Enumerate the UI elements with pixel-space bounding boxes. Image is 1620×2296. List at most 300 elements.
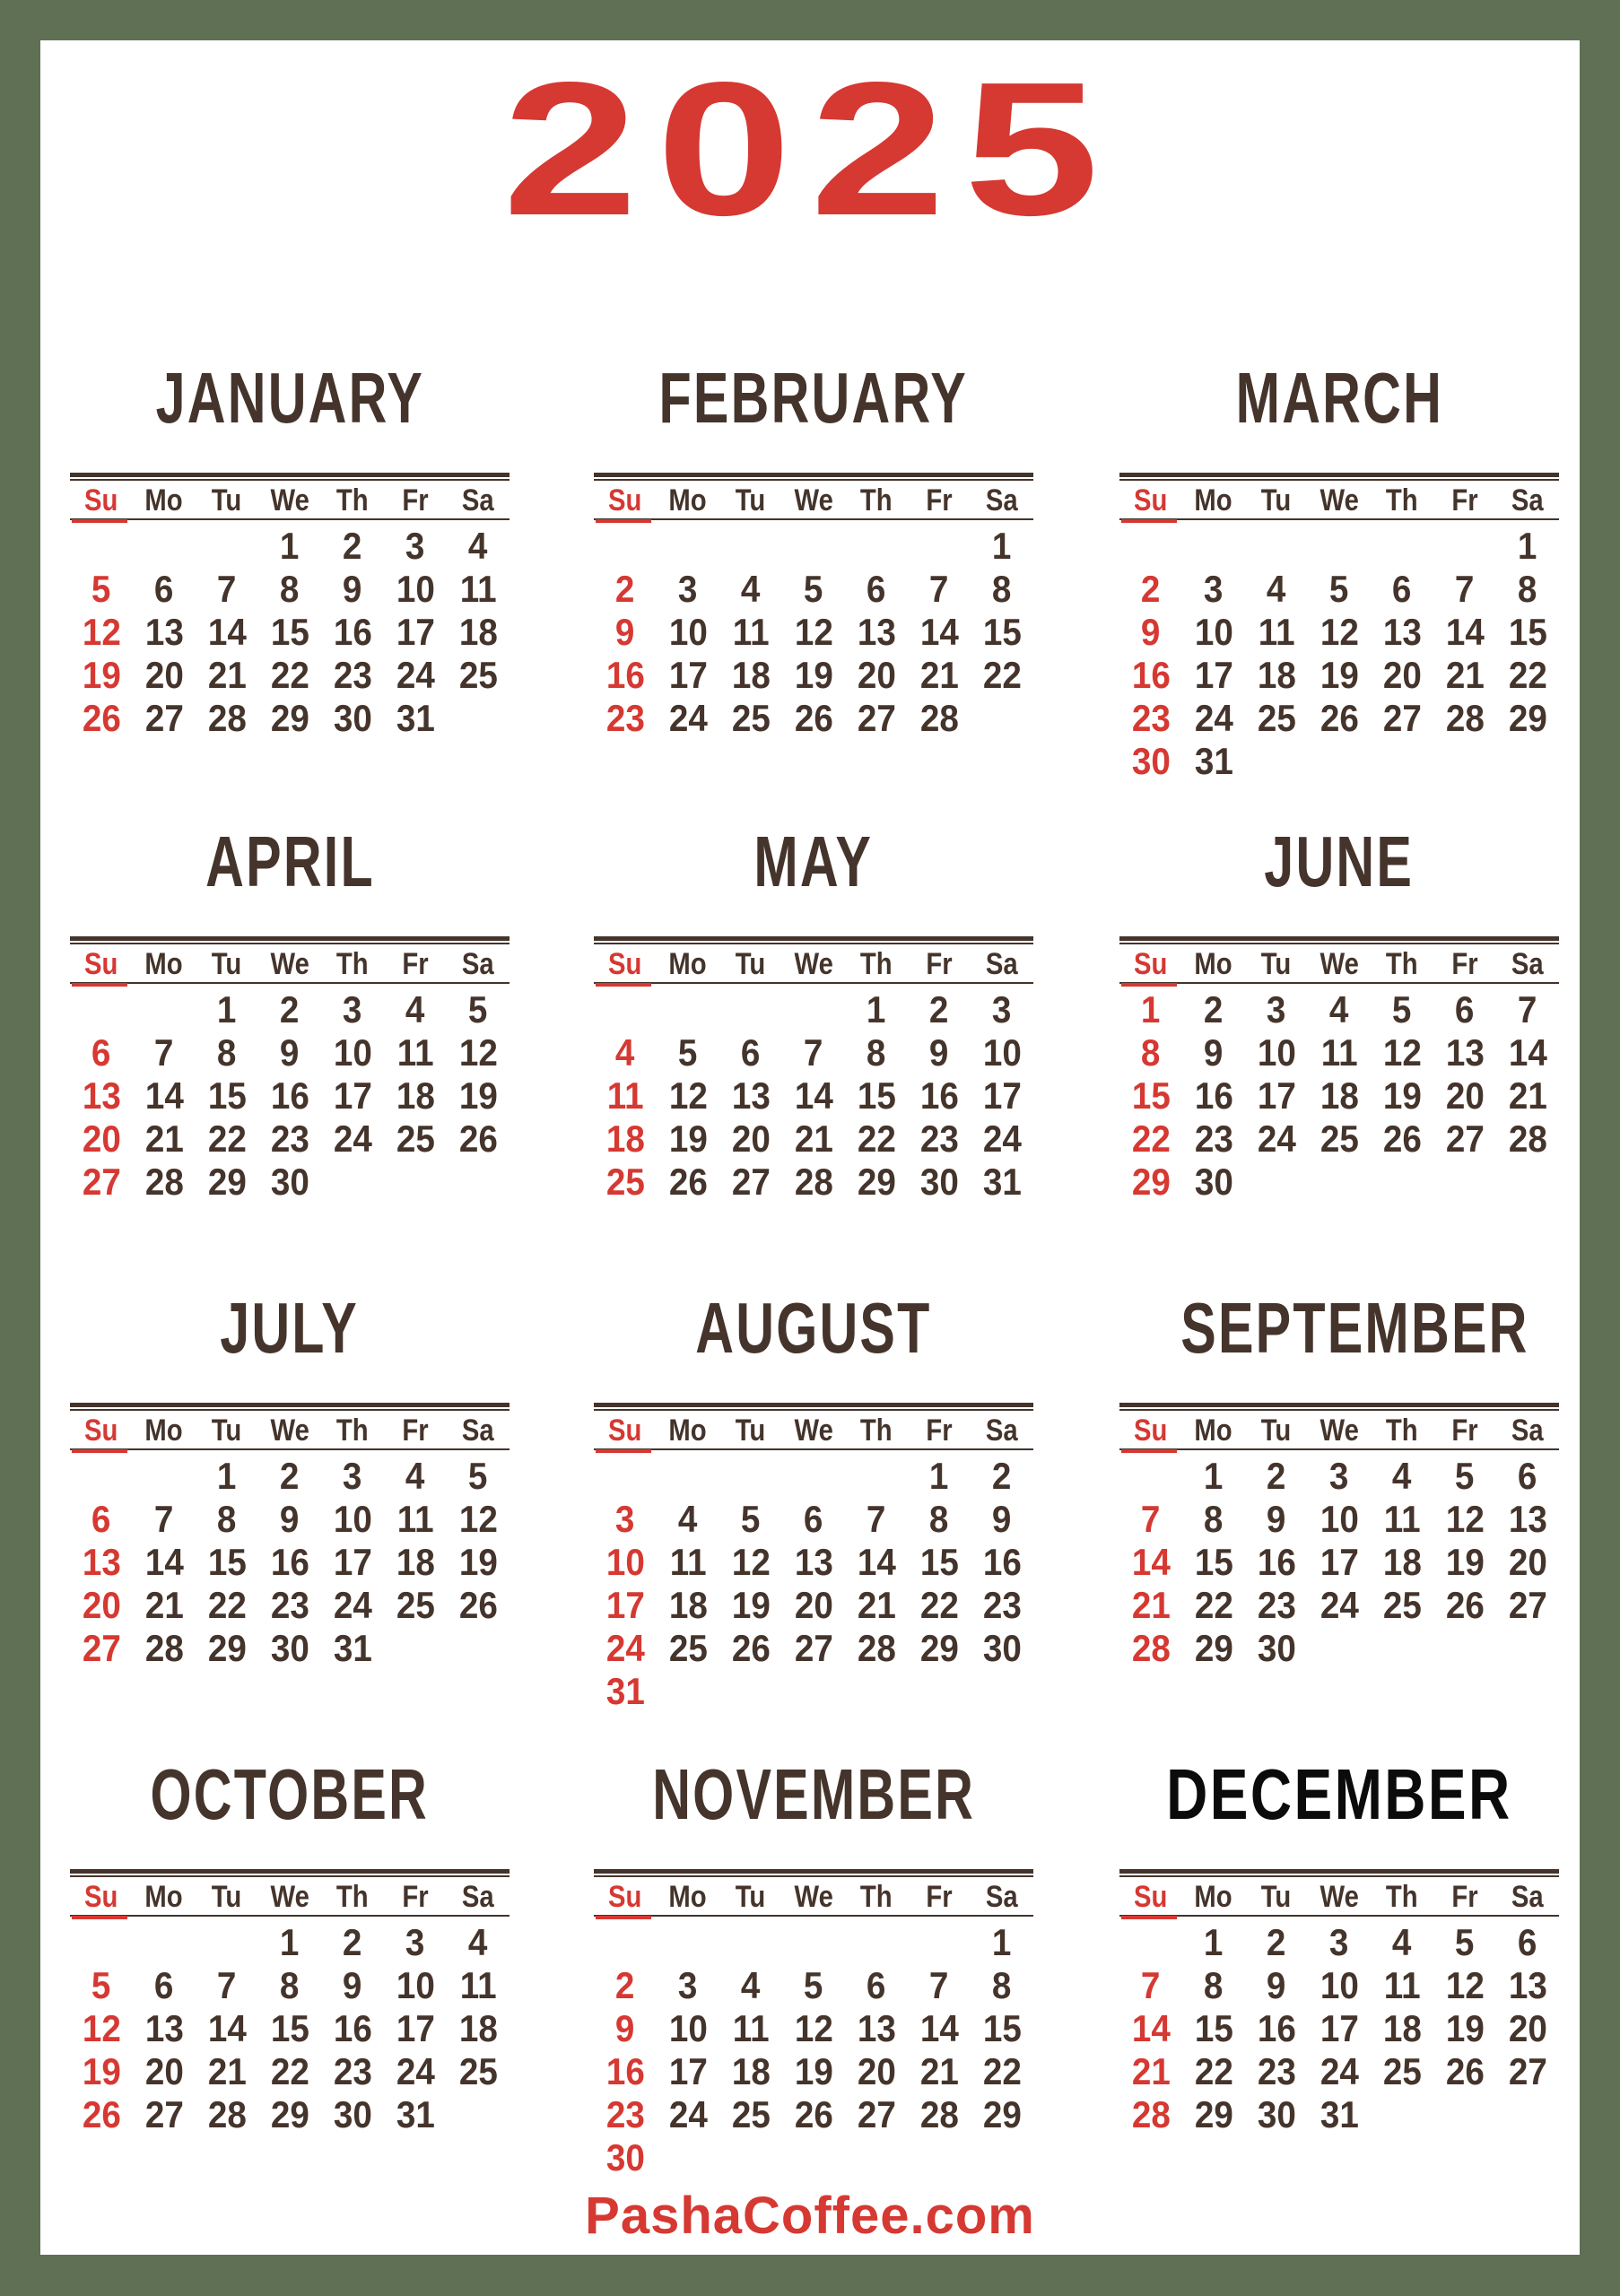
day-grid-may: [594, 988, 1033, 1204]
day-december-17: 17: [1320, 2007, 1359, 2049]
weekday-we: We: [270, 1880, 309, 1914]
week-row: [1119, 1584, 1559, 1627]
weekday-fr: Fr: [402, 1880, 429, 1914]
day-october-24: 24: [396, 2050, 435, 2092]
weekday-mo: Mo: [144, 947, 184, 981]
day-june-25: 25: [1320, 1118, 1359, 1160]
day-july-6: 6: [91, 1498, 111, 1540]
week-row: [70, 1921, 510, 1964]
day-empty: [719, 988, 782, 1031]
day-december-22: 22: [1194, 2050, 1233, 2092]
day-november-6: 6: [867, 1964, 886, 2006]
week-row: [594, 1455, 1033, 1498]
weekday-fr: Fr: [402, 483, 429, 517]
day-empty: [594, 988, 657, 1031]
day-february-2: 2: [615, 568, 635, 610]
weekday-tu: Tu: [736, 1880, 766, 1914]
day-march-30: 30: [1131, 740, 1171, 782]
day-grid-august: [594, 1455, 1033, 1713]
day-empty: [70, 988, 133, 1031]
day-october-13: 13: [144, 2007, 184, 2049]
day-september-12: 12: [1445, 1498, 1485, 1540]
week-row: [70, 1074, 510, 1118]
weekday-fr: Fr: [926, 1880, 953, 1914]
weekday-th: Th: [1386, 483, 1418, 517]
day-january-10: 10: [396, 568, 435, 610]
day-october-14: 14: [207, 2007, 247, 2049]
day-empty: [384, 1627, 447, 1670]
day-february-19: 19: [794, 654, 833, 696]
day-empty: [70, 525, 133, 568]
week-row: [1119, 988, 1559, 1031]
day-grid-september: [1119, 1455, 1559, 1670]
day-may-30: 30: [919, 1161, 959, 1203]
month-march: [1119, 358, 1559, 783]
double-rule: [1119, 1869, 1559, 1877]
day-empty: [971, 2136, 1033, 2179]
double-rule: [1119, 473, 1559, 481]
weekday-mo: Mo: [668, 483, 708, 517]
day-december-29: 29: [1194, 2093, 1233, 2135]
day-august-24: 24: [605, 1627, 645, 1669]
day-february-10: 10: [668, 611, 708, 653]
day-august-7: 7: [867, 1498, 886, 1540]
day-june-20: 20: [1445, 1074, 1485, 1117]
day-october-4: 4: [468, 1921, 488, 1963]
day-empty: [1245, 740, 1308, 783]
day-january-1: 1: [280, 525, 300, 567]
week-row: [1119, 1074, 1559, 1118]
day-january-5: 5: [91, 568, 111, 610]
week-row: [70, 697, 510, 740]
weekday-tu: Tu: [1261, 483, 1292, 517]
week-row: [594, 1074, 1033, 1118]
day-september-5: 5: [1455, 1455, 1475, 1497]
day-april-5: 5: [468, 988, 488, 1031]
weekday-fr: Fr: [926, 1413, 953, 1448]
weekday-sa: Sa: [1511, 1413, 1544, 1448]
month-june: [1119, 822, 1559, 1204]
day-september-19: 19: [1445, 1541, 1485, 1583]
day-march-5: 5: [1329, 568, 1349, 610]
week-row: [594, 697, 1033, 740]
day-march-1: 1: [1518, 525, 1537, 567]
week-row: [1119, 2093, 1559, 2136]
day-november-18: 18: [731, 2050, 771, 2092]
weekday-fr: Fr: [1451, 1880, 1478, 1914]
day-september-25: 25: [1382, 1584, 1422, 1626]
weekday-mo: Mo: [1194, 483, 1233, 517]
day-august-12: 12: [731, 1541, 771, 1583]
week-row: [70, 1455, 510, 1498]
weekday-header-february: [594, 483, 1033, 520]
day-march-3: 3: [1204, 568, 1224, 610]
month-title-march: MARCH: [1235, 358, 1443, 438]
day-february-13: 13: [857, 611, 896, 653]
weekday-tu: Tu: [736, 483, 766, 517]
day-empty: [845, 1455, 908, 1498]
day-january-30: 30: [333, 697, 372, 739]
month-january: [70, 358, 510, 740]
day-september-26: 26: [1445, 1584, 1485, 1626]
day-may-4: 4: [615, 1031, 635, 1074]
day-march-20: 20: [1382, 654, 1422, 696]
day-march-12: 12: [1320, 611, 1359, 653]
day-november-24: 24: [668, 2093, 708, 2135]
day-december-28: 28: [1131, 2093, 1171, 2135]
day-empty: [133, 1455, 196, 1498]
day-may-11: 11: [606, 1074, 644, 1117]
day-empty: [1496, 2093, 1559, 2136]
double-rule: [70, 1869, 510, 1877]
day-june-30: 30: [1194, 1161, 1233, 1203]
day-july-12: 12: [458, 1498, 498, 1540]
day-june-8: 8: [1141, 1031, 1161, 1074]
day-grid-october: [70, 1921, 510, 2136]
day-empty: [782, 525, 845, 568]
day-april-26: 26: [458, 1118, 498, 1160]
day-november-21: 21: [919, 2050, 959, 2092]
day-february-22: 22: [982, 654, 1022, 696]
day-empty: [1433, 1627, 1496, 1670]
day-november-7: 7: [929, 1964, 949, 2006]
day-march-9: 9: [1141, 611, 1161, 653]
weekday-we: We: [270, 483, 309, 517]
day-august-21: 21: [857, 1584, 896, 1626]
week-row: [70, 568, 510, 611]
day-october-8: 8: [280, 1964, 300, 2006]
day-january-27: 27: [144, 697, 184, 739]
day-december-2: 2: [1267, 1921, 1286, 1963]
double-rule: [70, 1403, 510, 1411]
week-row: [1119, 1161, 1559, 1204]
week-row: [1119, 2050, 1559, 2093]
day-september-27: 27: [1508, 1584, 1547, 1626]
day-empty: [1496, 740, 1559, 783]
day-october-29: 29: [270, 2093, 309, 2135]
day-october-12: 12: [82, 2007, 121, 2049]
day-february-4: 4: [741, 568, 761, 610]
day-october-16: 16: [333, 2007, 372, 2049]
week-row: [70, 2050, 510, 2093]
week-row: [594, 988, 1033, 1031]
weekday-tu: Tu: [212, 483, 242, 517]
day-december-13: 13: [1508, 1964, 1547, 2006]
weekday-su: Su: [594, 946, 657, 982]
day-july-4: 4: [405, 1455, 425, 1497]
day-march-23: 23: [1131, 697, 1171, 739]
weekday-su: Su: [594, 1413, 657, 1448]
weekday-header-august: [594, 1413, 1033, 1450]
day-february-14: 14: [919, 611, 959, 653]
day-empty: [447, 2093, 510, 2136]
day-july-16: 16: [270, 1541, 309, 1583]
weekday-sa: Sa: [986, 483, 1018, 517]
day-january-23: 23: [333, 654, 372, 696]
day-may-28: 28: [794, 1161, 833, 1203]
day-december-26: 26: [1445, 2050, 1485, 2092]
footer-brand-text: PashaCoffee.com: [585, 2187, 1035, 2245]
double-rule: [594, 936, 1033, 944]
week-row: [594, 2050, 1033, 2093]
day-july-11: 11: [396, 1498, 434, 1540]
day-april-12: 12: [458, 1031, 498, 1074]
day-january-18: 18: [458, 611, 498, 653]
day-june-28: 28: [1508, 1118, 1547, 1160]
day-may-1: 1: [867, 988, 886, 1031]
day-september-15: 15: [1194, 1541, 1233, 1583]
day-july-10: 10: [333, 1498, 372, 1540]
day-october-10: 10: [396, 1964, 435, 2006]
day-october-27: 27: [144, 2093, 184, 2135]
week-row: [70, 525, 510, 568]
day-september-11: 11: [1383, 1498, 1421, 1540]
week-row: [70, 988, 510, 1031]
day-march-8: 8: [1518, 568, 1537, 610]
day-july-26: 26: [458, 1584, 498, 1626]
weekday-tu: Tu: [212, 947, 242, 981]
day-may-21: 21: [794, 1118, 833, 1160]
day-may-27: 27: [731, 1161, 771, 1203]
month-december: [1119, 1754, 1559, 2136]
week-row: [1119, 1627, 1559, 1670]
weekday-th: Th: [1386, 947, 1418, 981]
day-october-20: 20: [144, 2050, 184, 2092]
day-empty: [594, 1921, 657, 1964]
day-january-28: 28: [207, 697, 247, 739]
week-row: [70, 2093, 510, 2136]
day-november-27: 27: [857, 2093, 896, 2135]
month-february: [594, 358, 1033, 740]
day-july-14: 14: [144, 1541, 184, 1583]
weekday-sa: Sa: [986, 947, 1018, 981]
day-empty: [782, 1670, 845, 1713]
day-july-19: 19: [458, 1541, 498, 1583]
day-empty: [657, 1921, 719, 1964]
weekday-mo: Mo: [668, 1880, 708, 1914]
day-august-28: 28: [857, 1627, 896, 1669]
day-february-27: 27: [857, 697, 896, 739]
weekday-th: Th: [860, 1880, 893, 1914]
day-december-25: 25: [1382, 2050, 1422, 2092]
weekday-sa: Sa: [462, 947, 494, 981]
day-october-25: 25: [458, 2050, 498, 2092]
day-july-20: 20: [82, 1584, 121, 1626]
day-may-31: 31: [982, 1161, 1022, 1203]
day-january-4: 4: [468, 525, 488, 567]
day-april-15: 15: [207, 1074, 247, 1117]
day-empty: [908, 1921, 971, 1964]
day-empty: [782, 988, 845, 1031]
day-july-27: 27: [82, 1627, 121, 1669]
week-row: [594, 1964, 1033, 2007]
day-september-1: 1: [1204, 1455, 1224, 1497]
day-empty: [133, 1921, 196, 1964]
day-february-21: 21: [919, 654, 959, 696]
weekday-th: Th: [1386, 1413, 1418, 1448]
day-september-3: 3: [1329, 1455, 1349, 1497]
day-may-20: 20: [731, 1118, 771, 1160]
day-september-8: 8: [1204, 1498, 1224, 1540]
week-row: [70, 1161, 510, 1204]
weekday-mo: Mo: [668, 1413, 708, 1448]
weekday-sa: Sa: [462, 1880, 494, 1914]
day-august-5: 5: [741, 1498, 761, 1540]
day-empty: [719, 525, 782, 568]
day-empty: [133, 525, 196, 568]
day-february-9: 9: [615, 611, 635, 653]
day-july-24: 24: [333, 1584, 372, 1626]
weekday-sa: Sa: [1511, 947, 1544, 981]
day-july-30: 30: [270, 1627, 309, 1669]
day-november-26: 26: [794, 2093, 833, 2135]
day-april-25: 25: [396, 1118, 435, 1160]
week-row: [1119, 1031, 1559, 1074]
day-empty: [196, 1921, 258, 1964]
day-empty: [1371, 1161, 1433, 1204]
weekday-su: Su: [594, 483, 657, 518]
day-january-31: 31: [396, 697, 435, 739]
weekday-su: Su: [594, 1879, 657, 1915]
day-november-30: 30: [605, 2136, 645, 2179]
day-june-16: 16: [1194, 1074, 1233, 1117]
day-empty: [1433, 2093, 1496, 2136]
day-empty: [1119, 525, 1182, 568]
week-row: [1119, 1541, 1559, 1584]
day-empty: [384, 1161, 447, 1204]
day-june-24: 24: [1257, 1118, 1296, 1160]
day-may-6: 6: [741, 1031, 761, 1074]
day-february-8: 8: [992, 568, 1012, 610]
day-august-18: 18: [668, 1584, 708, 1626]
day-january-29: 29: [270, 697, 309, 739]
week-row: [594, 1584, 1033, 1627]
day-february-25: 25: [731, 697, 771, 739]
day-june-4: 4: [1329, 988, 1349, 1031]
day-april-13: 13: [82, 1074, 121, 1117]
day-may-5: 5: [678, 1031, 698, 1074]
day-october-2: 2: [343, 1921, 362, 1963]
weekday-fr: Fr: [926, 947, 953, 981]
day-september-17: 17: [1320, 1541, 1359, 1583]
week-row: [594, 1627, 1033, 1670]
day-january-3: 3: [405, 525, 425, 567]
month-title-february: FEBRUARY: [658, 358, 969, 438]
week-row: [1119, 1964, 1559, 2007]
day-february-5: 5: [804, 568, 823, 610]
weekday-tu: Tu: [736, 1413, 766, 1448]
day-november-8: 8: [992, 1964, 1012, 2006]
day-june-5: 5: [1392, 988, 1412, 1031]
day-april-29: 29: [207, 1161, 247, 1203]
day-august-26: 26: [731, 1627, 771, 1669]
day-empty: [1182, 525, 1245, 568]
year-title: 2025: [502, 42, 1118, 255]
week-row: [594, 1498, 1033, 1541]
day-november-22: 22: [982, 2050, 1022, 2092]
day-october-1: 1: [280, 1921, 300, 1963]
day-empty: [845, 1670, 908, 1713]
day-june-18: 18: [1320, 1074, 1359, 1117]
day-september-24: 24: [1320, 1584, 1359, 1626]
weekday-su: Su: [70, 946, 133, 982]
day-august-30: 30: [982, 1627, 1022, 1669]
day-empty: [1308, 1627, 1371, 1670]
day-july-1: 1: [217, 1455, 237, 1497]
day-october-17: 17: [396, 2007, 435, 2049]
day-january-24: 24: [396, 654, 435, 696]
day-september-21: 21: [1131, 1584, 1171, 1626]
week-row: [594, 525, 1033, 568]
day-november-5: 5: [804, 1964, 823, 2006]
weekday-we: We: [270, 947, 309, 981]
day-january-22: 22: [270, 654, 309, 696]
day-december-19: 19: [1445, 2007, 1485, 2049]
day-empty: [908, 525, 971, 568]
day-november-29: 29: [982, 2093, 1022, 2135]
day-empty: [845, 1921, 908, 1964]
day-may-16: 16: [919, 1074, 959, 1117]
weekday-tu: Tu: [736, 947, 766, 981]
day-september-16: 16: [1257, 1541, 1296, 1583]
day-february-23: 23: [605, 697, 645, 739]
day-december-4: 4: [1392, 1921, 1412, 1963]
weekday-header-march: [1119, 483, 1559, 520]
month-november: [594, 1754, 1033, 2179]
week-row: [1119, 1118, 1559, 1161]
weekday-header-november: [594, 1879, 1033, 1917]
day-july-3: 3: [343, 1455, 362, 1497]
day-february-24: 24: [668, 697, 708, 739]
day-march-25: 25: [1257, 697, 1296, 739]
day-may-15: 15: [857, 1074, 896, 1117]
day-may-22: 22: [857, 1118, 896, 1160]
month-title-june: JUNE: [1264, 822, 1415, 901]
day-june-21: 21: [1508, 1074, 1547, 1117]
weekday-tu: Tu: [1261, 1880, 1292, 1914]
weekday-header-may: [594, 946, 1033, 984]
week-row: [1119, 611, 1559, 654]
day-august-9: 9: [992, 1498, 1012, 1540]
day-november-23: 23: [605, 2093, 645, 2135]
day-january-7: 7: [217, 568, 237, 610]
day-july-7: 7: [154, 1498, 174, 1540]
weekday-header-april: [70, 946, 510, 984]
week-row: [1119, 740, 1559, 783]
week-row: [1119, 1455, 1559, 1498]
day-august-19: 19: [731, 1584, 771, 1626]
week-row: [594, 611, 1033, 654]
day-august-29: 29: [919, 1627, 959, 1669]
day-january-17: 17: [396, 611, 435, 653]
week-row: [70, 1498, 510, 1541]
day-july-22: 22: [207, 1584, 247, 1626]
day-march-24: 24: [1194, 697, 1233, 739]
weekday-th: Th: [336, 483, 369, 517]
double-rule: [1119, 1403, 1559, 1411]
day-december-23: 23: [1257, 2050, 1296, 2092]
day-june-7: 7: [1518, 988, 1537, 1031]
weekday-sa: Sa: [462, 1413, 494, 1448]
weekday-su: Su: [1119, 946, 1182, 982]
month-title-may: MAY: [753, 822, 874, 901]
day-may-17: 17: [982, 1074, 1022, 1117]
day-march-19: 19: [1320, 654, 1359, 696]
month-title-december: DECEMBER: [1166, 1754, 1512, 1834]
day-september-18: 18: [1382, 1541, 1422, 1583]
month-october: [70, 1754, 510, 2136]
day-june-1: 1: [1141, 988, 1161, 1031]
